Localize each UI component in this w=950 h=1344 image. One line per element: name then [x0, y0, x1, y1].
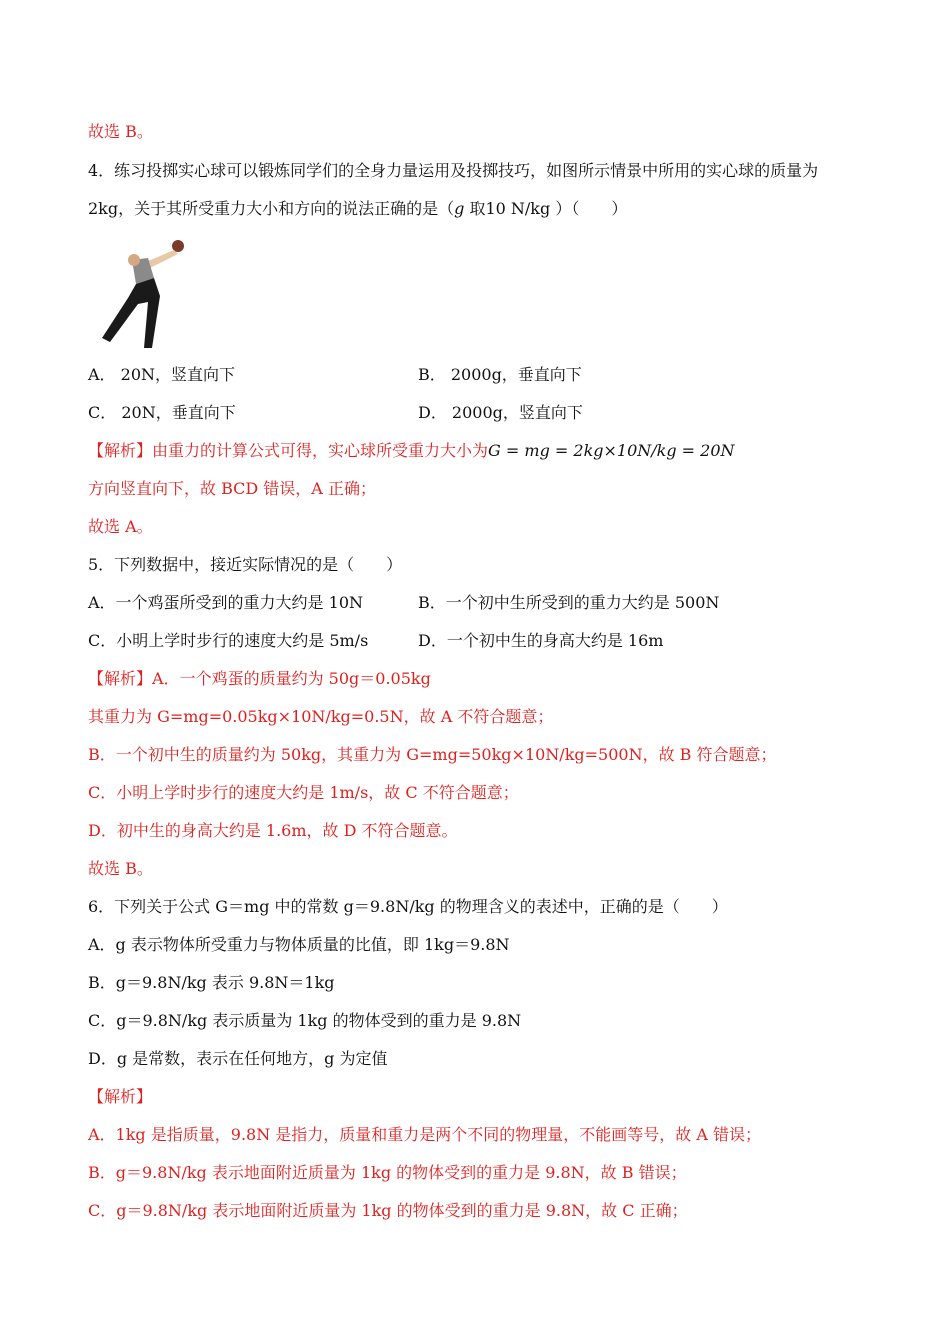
q4-analysis-line1	[88, 440, 735, 462]
q5-analysis-line1	[88, 668, 431, 690]
q4-analysis-text: 由重力的计算公式可得，实心球所受重力大小为	[152, 441, 489, 460]
q6-analysis-c: C．g＝9.8N/kg 表示地面附近质量为 1kg 的物体受到的重力是 9.8N，故 C 正确；	[88, 1201, 688, 1220]
q6-option-c: C．g＝9.8N/kg 表示质量为 1kg 的物体受到的重力是 9.8N	[88, 1011, 522, 1030]
q4-option-b: B． 2000g，垂直向下	[418, 365, 582, 384]
q5-analysis-d: D．初中生的身高大约是 1.6m，故 D 不符合题意。	[88, 821, 458, 840]
q4-stem-line1: 4．练习投掷实心球可以锻炼同学们的全身力量运用及投掷技巧，如图所示情景中所用的实心球的质量为	[88, 161, 819, 180]
q5-analysis-b: B．一个初中生的质量约为 50kg，其重力为 G=mg=50kg×10N/kg=500N，故 B 符合题意；	[88, 745, 777, 764]
q5-option-b: B．一个初中生所受到的重力大约是 500N	[418, 593, 720, 612]
q6-option-d: D．g 是常数，表示在任何地方，g 为定值	[88, 1049, 388, 1068]
q6-analysis-a: A．1kg 是指质量，9.8N 是指力，质量和重力是两个不同的物理量，不能画等号，故 A 错误；	[88, 1125, 762, 1144]
q6-stem: 6．下列关于公式 G＝mg 中的常数 g＝9.8N/kg 的物理含义的表述中，正确的是（ ）	[88, 897, 728, 916]
thrower-figure-image	[96, 238, 192, 348]
q4-conclusion: 故选 A。	[88, 517, 153, 536]
q6-option-b: B．g＝9.8N/kg 表示 9.8N＝1kg	[88, 973, 335, 992]
q6-analysis-b: B．g＝9.8N/kg 表示地面附近质量为 1kg 的物体受到的重力是 9.8N，故 B 错误；	[88, 1163, 687, 1182]
q5-analysis-tag: 【解析】	[88, 669, 153, 688]
q4-option-a: A． 20N，竖直向下	[88, 365, 236, 384]
q5-option-d: D．一个初中生的身高大约是 16m	[418, 631, 664, 650]
q5-conclusion: 故选 B。	[88, 859, 153, 878]
q4-stem-part-b: 取10 N/kg ）（ ）	[464, 199, 628, 218]
q6-analysis-tag: 【解析】	[88, 1087, 153, 1106]
q4-option-c: C． 20N，垂直向下	[88, 403, 236, 422]
q4-stem-part-a: 2kg，关于其所受重力大小和方向的说法正确的是（	[88, 199, 455, 218]
q5-option-a: A．一个鸡蛋所受到的重力大约是 10N	[88, 593, 364, 612]
q5-analysis-a1: A．一个鸡蛋的质量约为 50g＝0.05kg	[152, 669, 431, 688]
q4-analysis-tag: 【解析】	[88, 441, 153, 460]
q4-analysis-line2: 方向竖直向下，故 BCD 错误，A 正确；	[88, 479, 376, 498]
q3-conclusion: 故选 B。	[88, 122, 153, 141]
q5-stem: 5．下列数据中，接近实际情况的是（ ）	[88, 555, 403, 574]
q5-option-c: C．小明上学时步行的速度大约是 5m/s	[88, 631, 369, 650]
q4-stem-g: g	[454, 199, 465, 218]
q4-option-d: D． 2000g，竖直向下	[418, 403, 583, 422]
q6-option-a: A．g 表示物体所受重力与物体质量的比值，即 1kg＝9.8N	[88, 935, 510, 954]
q5-analysis-c: C．小明上学时步行的速度大约是 1m/s，故 C 不符合题意；	[88, 783, 519, 802]
q4-formula: G = mg = 2kg×10N/kg = 20N	[488, 441, 735, 460]
q4-stem-line2	[88, 198, 627, 220]
q5-analysis-a2: 其重力为 G=mg=0.05kg×10N/kg=0.5N，故 A 不符合题意；	[88, 707, 554, 726]
